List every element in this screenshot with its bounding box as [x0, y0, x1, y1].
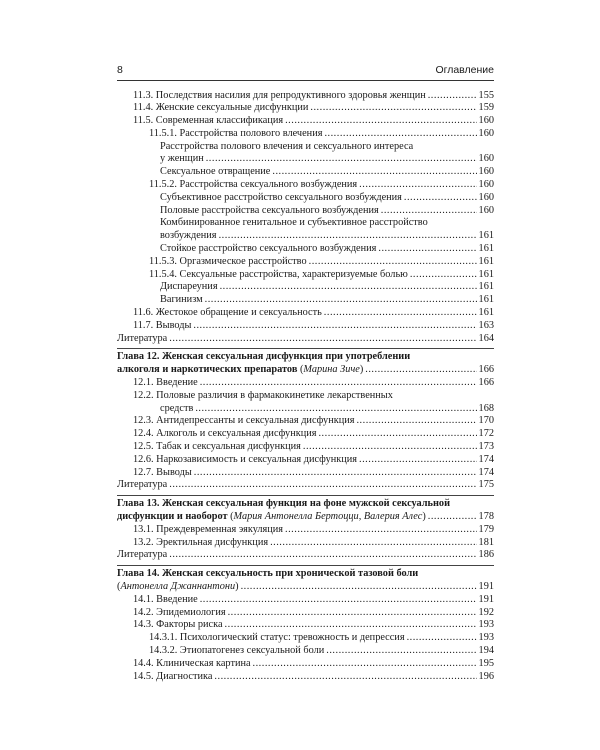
- chapter-authors: Марина Зиче: [303, 364, 360, 376]
- toc-entry-12-5[interactable]: 12.5. Табак и сексуальная дисфункция ..... 173: [117, 441, 494, 454]
- toc-entry-11-5-4-b[interactable]: Вагинизм ..... 161: [117, 294, 494, 307]
- chapter-divider: [117, 495, 494, 496]
- toc-entry-14-3[interactable]: 14.3. Факторы риска ..... 193: [117, 619, 494, 632]
- toc-entry-literature-13[interactable]: Литература ..... 186: [117, 549, 494, 562]
- toc-entry-literature-12[interactable]: Литература ..... 175: [117, 479, 494, 492]
- toc-entry-12-7[interactable]: 12.7. Выводы ..... 174: [117, 467, 494, 480]
- running-head: [117, 64, 494, 76]
- toc-entry-11-5-1[interactable]: 11.5.1. Расстройства полового влечения ..... 160: [117, 128, 494, 141]
- chapter-authors: Мария Антонелла Бертоцци, Валерия Алес: [233, 511, 423, 522]
- toc-entry-11-5-4[interactable]: 11.5.4. Сексуальные расстройства, характеризуемые болью ..... 161: [117, 269, 494, 282]
- toc-entry-11-5-2[interactable]: 11.5.2. Расстройства сексуального возбуждения ..... 160: [117, 179, 494, 192]
- toc-entry-11-6[interactable]: 11.6. Жестокое обращение и сексуальность ..... 161: [117, 307, 494, 320]
- toc-entry-14-2[interactable]: 14.2. Эпидемиология ..... 192: [117, 607, 494, 620]
- toc-chapter-14[interactable]: Глава 14. Женская сексуальность при хронической тазовой боли (Антонелла Джаннантони) ..... 191: [117, 568, 494, 594]
- toc-entry-12-1[interactable]: 12.1. Введение ..... 166: [117, 377, 494, 390]
- chapter-authors: Антонелла Джаннантони: [120, 580, 236, 592]
- toc-entry-11-5-2-d[interactable]: Стойкое расстройство сексуального возбуждения ..... 161: [117, 243, 494, 256]
- toc-entry-13-1[interactable]: 13.1. Преждевременная эякуляция ..... 179: [117, 524, 494, 537]
- toc-chapter-13[interactable]: Глава 13. Женская сексуальная функция на фоне мужской сексуальной дисфункции и наоборот (Мария Антонелла Бертоцци, Валерия Алес) ..... 178: [117, 498, 494, 524]
- toc-entry-14-4[interactable]: 14.4. Клиническая картина ..... 195: [117, 658, 494, 671]
- toc-entry-11-5-3[interactable]: 11.5.3. Оргазмическое расстройство ..... 161: [117, 256, 494, 269]
- toc-entry-14-1[interactable]: 14.1. Введение ..... 191: [117, 594, 494, 607]
- toc-entry-literature-11[interactable]: Литература ..... 164: [117, 333, 494, 346]
- toc-entry-11-5-4-a[interactable]: Диспареуния ..... 161: [117, 281, 494, 294]
- table-of-contents: [117, 90, 494, 684]
- toc-entry-12-2[interactable]: 12.2. Половые различия в фармакокинетике лекарственных средств ..... 168: [117, 390, 494, 416]
- toc-entry-14-3-2[interactable]: 14.3.2. Этиопатогенез сексуальной боли ..... 194: [117, 645, 494, 658]
- toc-entry-13-2[interactable]: 13.2. Эректильная дисфункция ..... 181: [117, 537, 494, 550]
- toc-entry-11-4[interactable]: 11.4. Женские сексуальные дисфункции ..... 159: [117, 102, 494, 115]
- toc-entry-11-5-2-c[interactable]: Комбинированное генитальное и субъективное расстройство возбуждения ..... 161: [117, 217, 494, 243]
- toc-entry-14-5[interactable]: 14.5. Диагностика ..... 196: [117, 671, 494, 684]
- page-number: 8: [117, 64, 123, 76]
- toc-chapter-12[interactable]: Глава 12. Женская сексуальная дисфункция при употреблении алкоголя и наркотических препаратов (Марина Зиче) ..... 166: [117, 351, 494, 377]
- toc-entry-11-5-1-b[interactable]: Сексуальное отвращение ..... 160: [117, 166, 494, 179]
- toc-entry-12-4[interactable]: 12.4. Алкоголь и сексуальная дисфункция ..... 172: [117, 428, 494, 441]
- chapter-divider: [117, 565, 494, 566]
- toc-entry-11-5-2-b[interactable]: Половые расстройства сексуального возбуждения ..... 160: [117, 205, 494, 218]
- running-head-title: Оглавление: [435, 64, 494, 76]
- toc-entry-11-5[interactable]: 11.5. Современная классификация ..... 160: [117, 115, 494, 128]
- toc-entry-11-7[interactable]: 11.7. Выводы ..... 163: [117, 320, 494, 333]
- toc-entry-12-6[interactable]: 12.6. Наркозависимость и сексуальная дисфункция ..... 174: [117, 454, 494, 467]
- toc-entry-14-3-1[interactable]: 14.3.1. Психологический статус: тревожность и депрессия ..... 193: [117, 632, 494, 645]
- toc-entry-12-3[interactable]: 12.3. Антидепрессанты и сексуальная дисфункция ..... 170: [117, 415, 494, 428]
- chapter-divider: [117, 348, 494, 349]
- toc-entry-11-5-2-a[interactable]: Субъективное расстройство сексуального возбуждения ..... 160: [117, 192, 494, 205]
- toc-entry-11-5-1-a[interactable]: Расстройства полового влечения и сексуального интереса у женщин ..... 160: [117, 141, 494, 167]
- toc-entry-11-3[interactable]: 11.3. Последствия насилия для репродуктивного здоровья женщин ..... 155: [117, 90, 494, 103]
- header-rule: [117, 80, 494, 81]
